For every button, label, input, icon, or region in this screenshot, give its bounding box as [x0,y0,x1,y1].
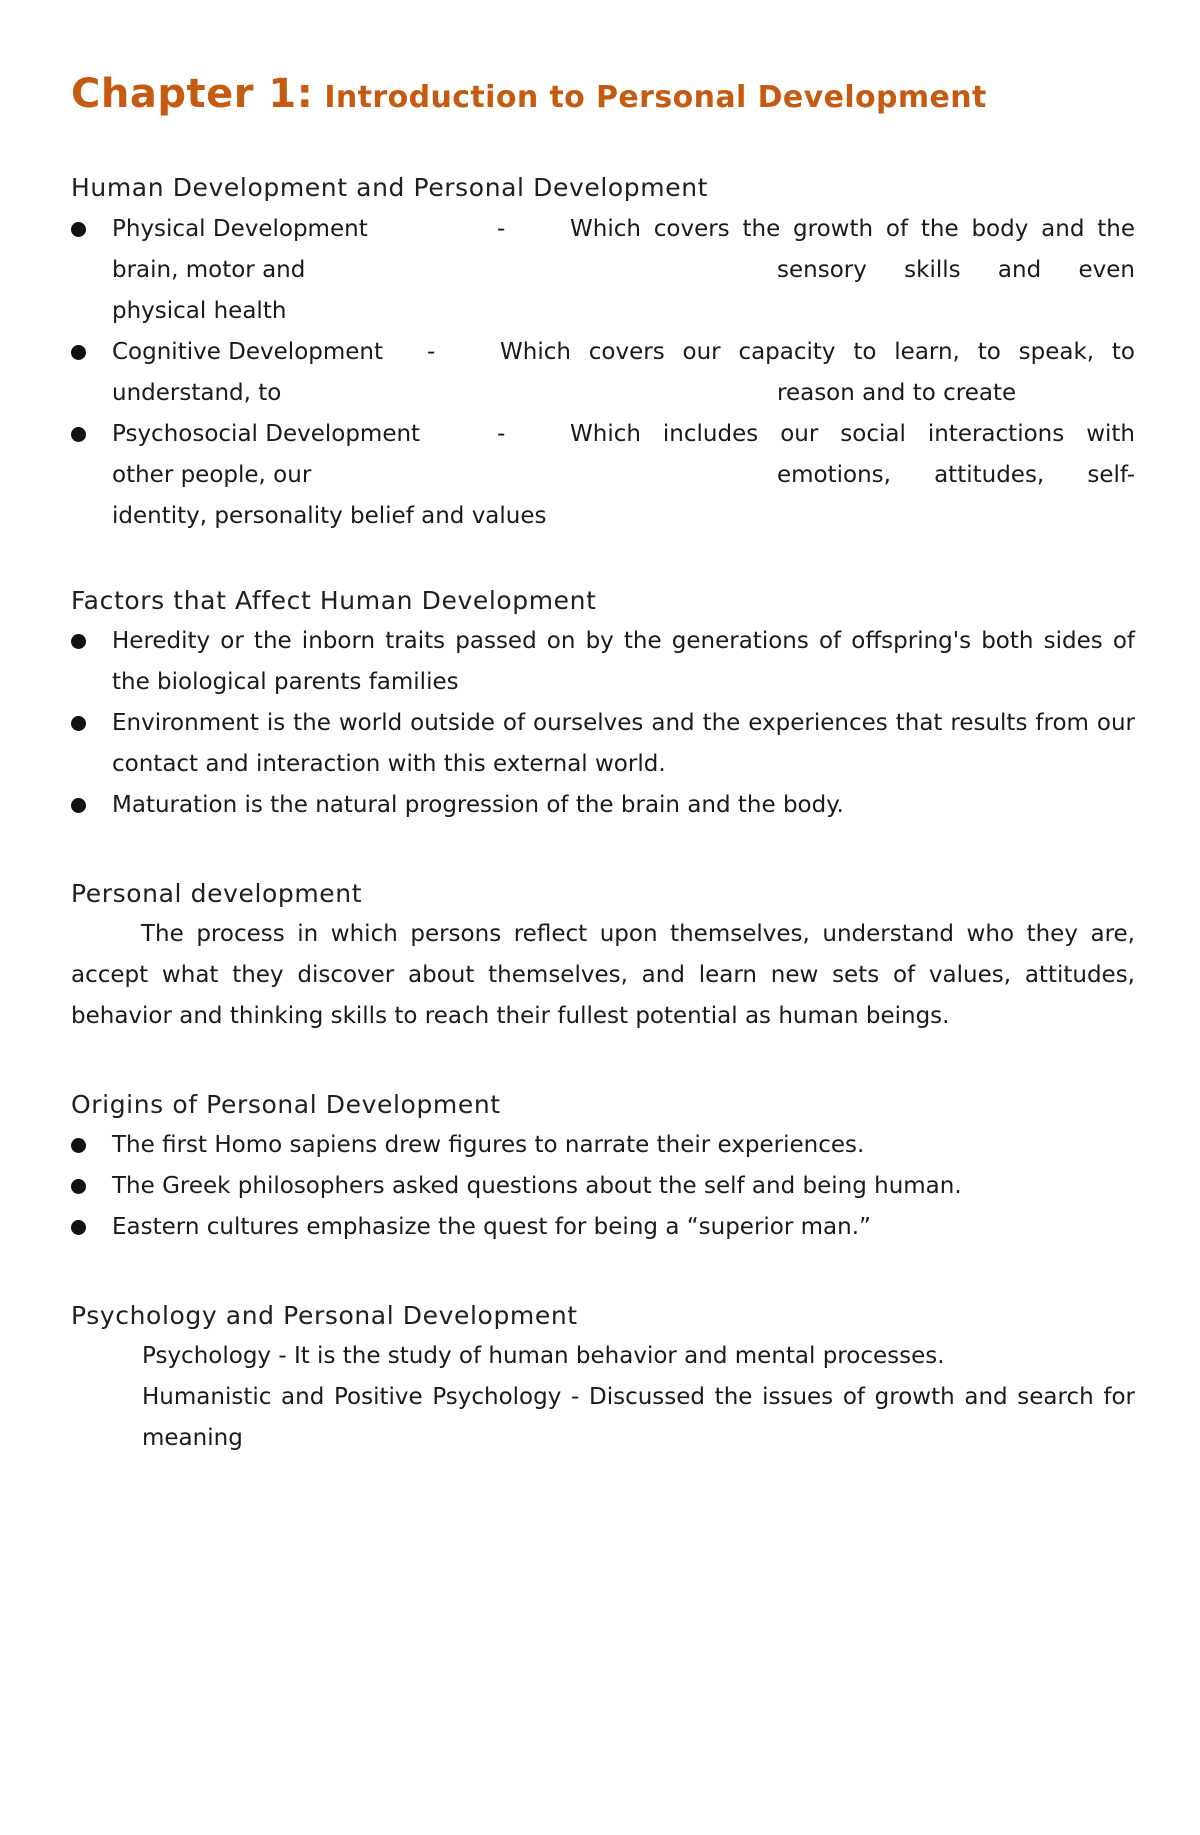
dev-description: Which covers our capacity to learn, to speak, to [500,339,1135,365]
list-item [71,209,1135,332]
section-heading-origins: Origins of Personal Development [71,1090,501,1119]
list-item [71,332,1135,414]
section-heading-personal-development: Personal development [71,879,363,908]
human-development-list [71,209,1135,537]
section-heading-factors: Factors that Affect Human Development [71,586,597,615]
dash: - [497,421,506,447]
bullet-icon [71,345,86,360]
dash: - [497,216,506,242]
chapter-title [71,64,1135,124]
factor-text: Environment is the world outside of ourselves and the experiences that results from our contact and interaction with this external world. [112,710,1135,777]
section-heading-human-development: Human Development and Personal Development [71,173,709,202]
factor-text: Heredity or the inborn traits passed on by the generations of offspring's both sides of the biological parents families [112,628,1135,695]
dev-description-left: other people, our [112,462,312,488]
origins-list [71,1125,1135,1248]
origin-text: The first Homo sapiens drew figures to narrate their experiences. [112,1132,865,1158]
dev-description-left: brain, motor and [112,257,306,283]
list-item [71,621,1135,703]
dev-description: Which includes our social interactions with [570,421,1135,447]
dev-description-right: reason and to create [777,380,1017,406]
bullet-icon [71,634,86,649]
list-item [71,785,1135,826]
chapter-title-text: Introduction to Personal Development [324,80,987,115]
bullet-icon [71,222,86,237]
psychology-definition: Psychology - It is the study of human behavior and mental processes. [142,1343,945,1369]
dev-description-right: emotions, attitudes, self- [777,462,1135,488]
humanistic-psychology-definition: Humanistic and Positive Psychology - Discussed the issues of growth and search for meaning [142,1384,1135,1451]
list-item [71,1125,1135,1166]
bullet-icon [71,1138,86,1153]
dev-description-left: understand, to [112,380,282,406]
chapter-number: Chapter 1: [71,71,314,117]
origin-text: Eastern cultures emphasize the quest for being a “superior man.” [112,1214,871,1240]
dev-description-right: sensory skills and even [777,257,1135,283]
list-item [71,1166,1135,1207]
section-heading-psychology: Psychology and Personal Development [71,1301,578,1330]
factor-text: Maturation is the natural progression of the brain and the body. [112,792,844,818]
factors-list [71,621,1135,826]
bullet-icon [71,1179,86,1194]
dev-name: Physical Development [112,216,368,242]
personal-development-paragraph: The process in which persons reflect upon themselves, understand who they are, accept what they discover about themselves, and learn new sets of values, attitudes, behavior and thinking skills to reach their fullest potential as human beings. [71,921,1135,1029]
bullet-icon [71,427,86,442]
list-item [71,1207,1135,1248]
dev-description: Which covers the growth of the body and the [570,216,1135,242]
dash: - [427,339,436,365]
bullet-icon [71,716,86,731]
dev-description-tail: identity, personality belief and values [112,503,547,529]
document-page [71,64,1135,1459]
bullet-icon [71,798,86,813]
origin-text: The Greek philosophers asked questions about the self and being human. [112,1173,962,1199]
list-item [71,414,1135,537]
bullet-icon [71,1220,86,1235]
dev-description-tail: physical health [112,298,287,324]
dev-name: Psychosocial Development [112,421,421,447]
list-item [71,703,1135,785]
dev-name: Cognitive Development [112,339,384,365]
